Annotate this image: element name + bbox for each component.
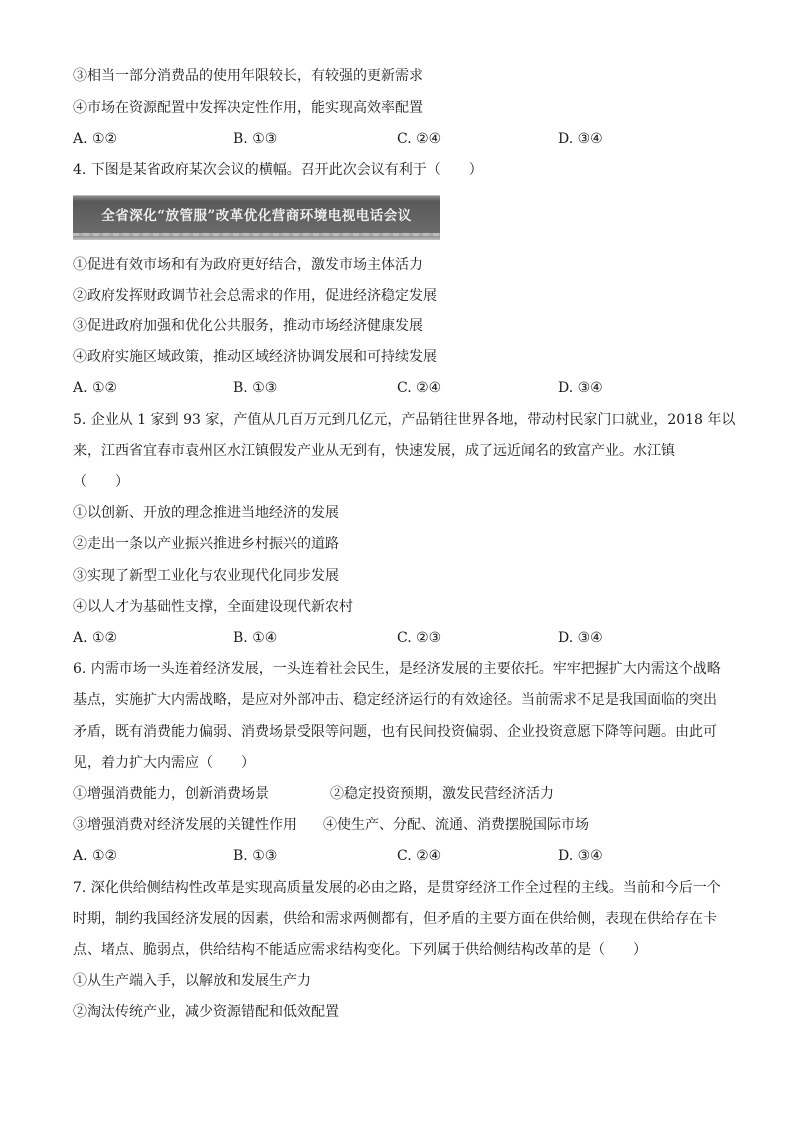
q5-choice-b: B. ①④ <box>233 630 278 646</box>
q6-choice-d: D. ③④ <box>558 848 603 864</box>
q7-option-1: ①从生产端入手，以解放和发展生产力 <box>73 973 311 989</box>
q4-option-2: ②政府发挥财政调节社会总需求的作用，促进经济稳定发展 <box>73 288 437 304</box>
q7-option-2: ②淘汰传统产业，减少资源错配和低效配置 <box>73 1004 339 1020</box>
q4-choice-a: A. ①② <box>73 380 118 396</box>
banner-text: 全省深化“放管服”改革优化营商环境电视电话会议 <box>101 208 412 224</box>
q6-choice-a: A. ①② <box>73 848 118 864</box>
q7-stem-line-1: 7. 深化供给侧结构性改革是实现高质量发展的必由之路，是贯穿经济工作全过程的主线。当前和今后一个 <box>73 880 721 896</box>
q6-stem-line-1: 6. 内需市场一头连着经济发展，一头连着社会民生，是经济发展的主要依托。牢牢把握扩大内需这个战略 <box>73 661 721 677</box>
q6-option-2: ②稳定投资预期，激发民营经济活力 <box>330 786 554 802</box>
q7-stem-line-2: 时期，制约我国经济发展的因素，供给和需求两侧都有，但矛盾的主要方面在供给侧，表现在供给存在卡 <box>73 911 717 927</box>
q6-stem-line-4: 见，着力扩大内需应（ ） <box>73 755 255 771</box>
q3-choice-d: D. ③④ <box>558 131 603 147</box>
q6-option-3: ③增强消费对经济发展的关键性作用 <box>73 817 297 833</box>
q5-stem-line-1: 5. 企业从 1 家到 93 家，产值从几百万元到几亿元，产品销往世界各地，带动村民家门口就业，2018 年以 <box>73 412 736 428</box>
q4-stem: 4. 下图是某省政府某次会议的横幅。召开此次会议有利于（ ） <box>73 162 483 178</box>
q3-option-4: ④市场在资源配置中发挥决定性作用，能实现高效率配置 <box>73 100 423 116</box>
banner-stripe <box>73 233 440 236</box>
q3-option-3: ③相当一部分消费品的使用年限较长，有较强的更新需求 <box>73 68 423 84</box>
q7-stem-line-3: 点、堵点、脆弱点，供给结构不能适应需求结构变化。下列属于供给侧结构改革的是（ ） <box>73 942 647 958</box>
q6-stem-line-3: 矛盾，既有消费能力偏弱、消费场景受限等问题，也有民间投资偏弱、企业投资意愿下降等问题。由此可 <box>73 724 717 740</box>
q6-option-1: ①增强消费能力，创新消费场景 <box>73 786 269 802</box>
q5-stem-line-2: 来，江西省宜春市袁州区水江镇假发产业从无到有，快速发展，成了远近闻名的致富产业。水江镇 <box>73 443 675 459</box>
q3-choice-c: C. ②④ <box>397 131 442 147</box>
q6-choice-c: C. ②④ <box>397 848 442 864</box>
q4-option-4: ④政府实施区域政策，推动区域经济协调发展和可持续发展 <box>73 349 437 365</box>
q3-choice-a: A. ①② <box>73 131 118 147</box>
q4-option-1: ①促进有效市场和有为政府更好结合，激发市场主体活力 <box>73 257 423 273</box>
q5-option-1: ①以创新、开放的理念推进当地经济的发展 <box>73 505 339 521</box>
q5-option-2: ②走出一条以产业振兴推进乡村振兴的道路 <box>73 536 339 552</box>
q5-choice-d: D. ③④ <box>558 630 603 646</box>
q4-option-3: ③促进政府加强和优化公共服务，推动市场经济健康发展 <box>73 318 423 334</box>
q5-option-3: ③实现了新型工业化与农业现代化同步发展 <box>73 568 339 584</box>
meeting-banner-image <box>73 195 440 240</box>
q5-choice-c: C. ②③ <box>397 630 442 646</box>
q4-choice-d: D. ③④ <box>558 380 603 396</box>
q5-stem-line-3: （ ） <box>73 474 129 490</box>
q6-choice-b: B. ①③ <box>233 848 278 864</box>
q5-choice-a: A. ①② <box>73 630 118 646</box>
q5-option-4: ④以人才为基础性支撑，全面建设现代新农村 <box>73 599 353 615</box>
q4-choice-b: B. ①③ <box>233 380 278 396</box>
q3-choice-b: B. ①③ <box>233 131 278 147</box>
q6-option-4: ④使生产、分配、流通、消费摆脱国际市场 <box>323 817 589 833</box>
q4-choice-c: C. ②④ <box>397 380 442 396</box>
q6-stem-line-2: 基点，实施扩大内需战略，是应对外部冲击、稳定经济运行的有效途径。当前需求不足是我国面临的突出 <box>73 692 717 708</box>
